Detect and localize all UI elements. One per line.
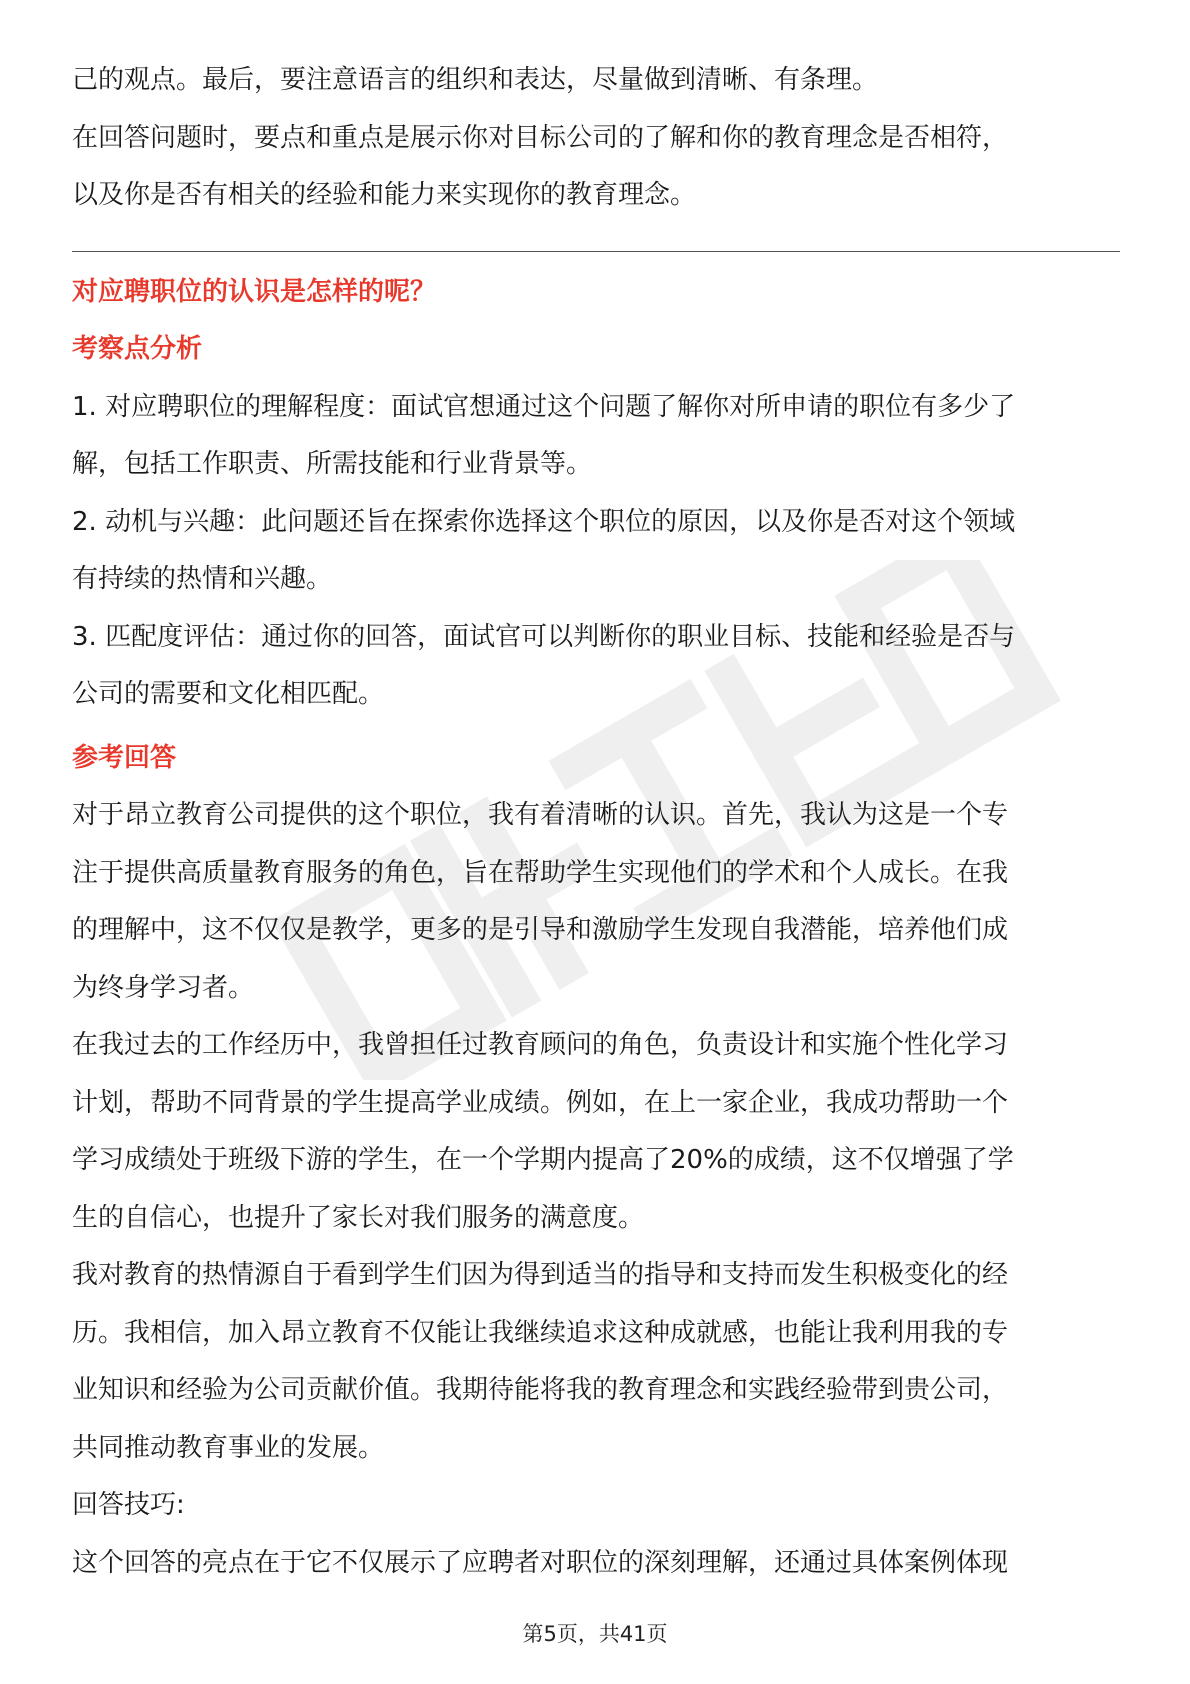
text-line: 为终身学习者。 [72, 972, 255, 1003]
text-line: 公司的需要和文化相匹配。 [72, 679, 385, 709]
analysis-heading: 考察点分析 [72, 334, 203, 364]
intro-section [72, 52, 1120, 225]
question-title: 对应聘职位的认识是怎样的呢？ [72, 276, 437, 307]
text-line: 在我过去的工作经历中，我曾担任过教育顾问的角色，负责设计和实施个性化学习 [72, 1030, 1009, 1060]
text-line: 共同推动教育事业的发展。 [72, 1432, 385, 1463]
text-line: 学习成绩处于班级下游的学生，在一个学期内提高了20%的成绩，这不仅增强了学 [72, 1145, 1014, 1175]
text-line: 注于提供高质量教育服务的角色，旨在帮助学生实现他们的学术和个人成长。在我 [72, 857, 1009, 888]
text-line: 这个回答的亮点在于它不仅展示了应聘者对职位的深刻理解，还通过具体案例体现 [72, 1547, 1009, 1578]
text-line: 解，包括工作职责、所需技能和行业背景等。 [72, 449, 593, 479]
text-line: 业知识和经验为公司贡献价值。我期待能将我的教育理念和实践经验带到贵公司， [72, 1375, 1009, 1405]
text-line: 历。我相信，加入昂立教育不仅能让我继续追求这种成就感，也能让我利用我的专 [72, 1317, 1009, 1348]
text-line: 回答技巧: [72, 1490, 185, 1520]
text-line: 在回答问题时，要点和重点是展示你对目标公司的了解和你的教育理念是否相符， [72, 122, 1009, 153]
section-divider [72, 251, 1120, 252]
answer-section [72, 730, 1120, 1593]
document-page [72, 52, 1120, 1592]
text-line: 有持续的热情和兴趣。 [72, 564, 333, 594]
text-line: 的理解中，这不仅仅是教学，更多的是引导和激励学生发现自我潜能，培养他们成 [72, 915, 1009, 945]
answer-heading: 参考回答 [72, 742, 177, 773]
analysis-section [72, 321, 1120, 724]
page-number: 第5页，共41页 [522, 1622, 668, 1646]
text-line: 以及你是否有相关的经验和能力来实现你的教育理念。 [72, 180, 697, 210]
text-line: 计划，帮助不同背景的学生提高学业成绩。例如，在上一家企业，我成功帮助一个 [72, 1087, 1009, 1118]
text-line: 生的自信心，也提升了家长对我们服务的满意度。 [72, 1202, 645, 1233]
text-line: 己的观点。最后，要注意语言的组织和表达，尽量做到清晰、有条理。 [72, 65, 879, 95]
text-line: 我对教育的热情源自于看到学生们因为得到适当的指导和支持而发生积极变化的经 [72, 1260, 1009, 1290]
text-line: 1. 对应聘职位的理解程度：面试官想通过这个问题了解你对所申请的职位有多少了 [72, 391, 1016, 422]
text-line: 对于昂立教育公司提供的这个职位，我有着清晰的认识。首先，我认为这是一个专 [72, 800, 1009, 830]
text-line: 3. 匹配度评估：通过你的回答，面试官可以判断你的职业目标、技能和经验是否与 [72, 621, 1016, 652]
text-line: 2. 动机与兴趣：此问题还旨在探索你选择这个职位的原因，以及你是否对这个领域 [72, 506, 1016, 537]
